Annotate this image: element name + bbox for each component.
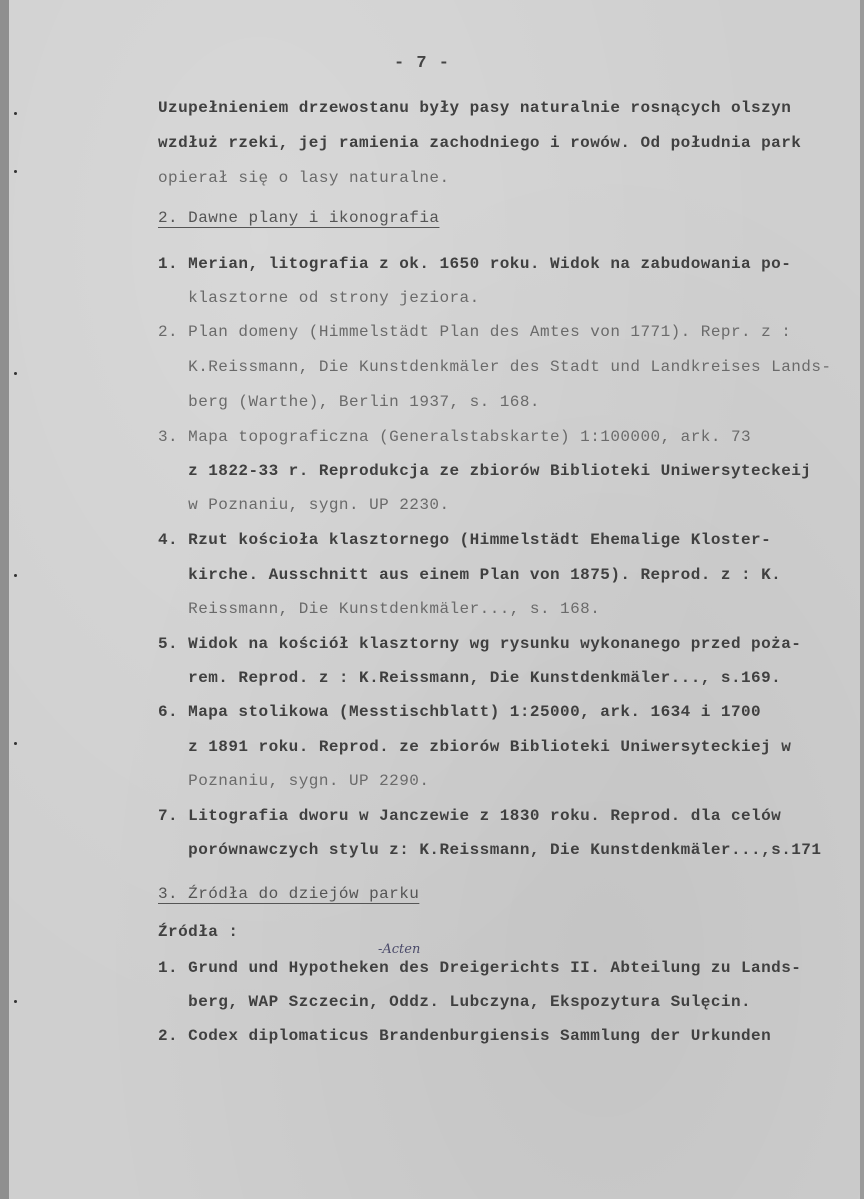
list-item-line: porównawczych stylu z: K.Reissmann, Die Kunstdenkmäler...,s.171 bbox=[158, 841, 822, 859]
list-item-line: 3. Mapa topograficzna (Generalstabskarte) 1:100000, ark. 73 bbox=[158, 428, 752, 446]
margin-dot bbox=[14, 170, 17, 173]
page-number: - 7 - bbox=[394, 54, 451, 73]
margin-dot bbox=[14, 742, 17, 745]
intro-line: opierał się o lasy naturalne. bbox=[158, 169, 450, 187]
list-item-line: 5. Widok na kościół klasztorny wg rysunku wykonanego przed poża- bbox=[158, 635, 802, 653]
list-item-line: 1. Grund und Hypotheken des Dreigerichts II. Abteilung zu Lands- bbox=[158, 959, 802, 977]
list-item-line: 2. Plan domeny (Himmelstädt Plan des Amtes von 1771). Repr. z : bbox=[158, 323, 792, 341]
page-right-edge bbox=[860, 0, 864, 1199]
intro-line: wzdłuż rzeki, jej ramienia zachodniego i rowów. Od południa park bbox=[158, 134, 802, 152]
sources-subheading: Źródła : bbox=[158, 923, 239, 941]
list-item-line: 1. Merian, litografia z ok. 1650 roku. Widok na zabudowania po- bbox=[158, 255, 792, 273]
list-item-line: 7. Litografia dworu w Janczewie z 1830 roku. Reprod. dla celów bbox=[158, 807, 782, 825]
list-item-line: Reissmann, Die Kunstdenkmäler..., s. 168. bbox=[158, 600, 601, 618]
list-item-line: berg (Warthe), Berlin 1937, s. 168. bbox=[158, 393, 540, 411]
margin-dot bbox=[14, 112, 17, 115]
list-item-line: kirche. Ausschnitt aus einem Plan von 1875). Reprod. z : K. bbox=[158, 566, 782, 584]
list-item-line: z 1822-33 r. Reprodukcja ze zbiorów Biblioteki Uniwersyteckeij bbox=[158, 462, 812, 480]
list-item-line: 2. Codex diplomaticus Brandenburgiensis Sammlung der Urkunden bbox=[158, 1027, 772, 1045]
margin-dot bbox=[14, 574, 17, 577]
list-item-line: 4. Rzut kościoła klasztornego (Himmelstädt Ehemalige Kloster- bbox=[158, 531, 772, 549]
section-heading-old-plans: 2. Dawne plany i ikonografia bbox=[158, 209, 440, 227]
list-item-line: z 1891 roku. Reprod. ze zbiorów Biblioteki Uniwersyteckiej w bbox=[158, 738, 792, 756]
section-heading-sources: 3. Źródła do dziejów parku bbox=[158, 885, 420, 903]
intro-line: Uzupełnieniem drzewostanu były pasy naturalnie rosnących olszyn bbox=[158, 99, 792, 117]
margin-dot bbox=[14, 1000, 17, 1003]
list-item-line: berg, WAP Szczecin, Oddz. Lubczyna, Ekspozytura Sulęcin. bbox=[158, 993, 752, 1011]
handwritten-annotation: -Acten bbox=[378, 942, 421, 957]
margin-dot bbox=[14, 372, 17, 375]
list-item-line: klasztorne od strony jeziora. bbox=[158, 289, 480, 307]
list-item-line: w Poznaniu, sygn. UP 2230. bbox=[158, 496, 450, 514]
page-left-edge bbox=[0, 0, 9, 1199]
list-item-line: 6. Mapa stolikowa (Messtischblatt) 1:25000, ark. 1634 i 1700 bbox=[158, 703, 762, 721]
list-item-line: K.Reissmann, Die Kunstdenkmäler des Stadt und Landkreises Lands- bbox=[158, 358, 832, 376]
list-item-line: rem. Reprod. z : K.Reissmann, Die Kunstdenkmäler..., s.169. bbox=[158, 669, 782, 687]
list-item-line: Poznaniu, sygn. UP 2290. bbox=[158, 772, 430, 790]
